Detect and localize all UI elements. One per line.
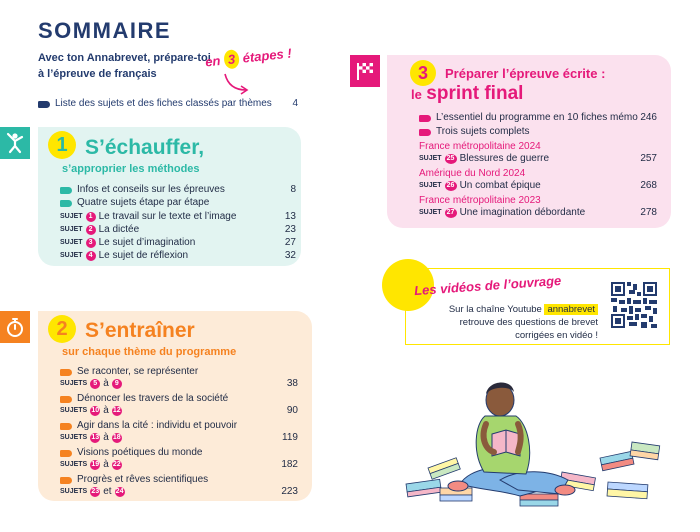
sujet-joiner: et	[103, 486, 112, 497]
tag-icon	[38, 101, 50, 108]
section2-title: S’entraîner	[85, 319, 195, 342]
steps-prefix: en	[204, 52, 222, 70]
sujet-label: Le sujet d’imagination	[98, 237, 196, 248]
sujet-row[interactable]	[60, 237, 296, 249]
sujet-prefix: SUJETS	[60, 434, 88, 441]
sujet-page: 13	[284, 211, 296, 222]
sujet-from: 10	[91, 407, 100, 414]
sujet-row[interactable]	[60, 211, 296, 223]
subtitle-line-2: à l’épreuve de français	[38, 68, 157, 80]
videos-line1-prefix: Sur la chaîne Youtube	[448, 304, 542, 315]
qr-code-icon[interactable]	[611, 282, 657, 328]
sujet-from: 13	[91, 434, 100, 441]
theme-page: 182	[281, 459, 298, 470]
sujet-joiner: à	[103, 405, 109, 416]
sujet-prefix: SUJETS	[60, 488, 88, 495]
sujet-page: 268	[640, 180, 657, 191]
sujet-label: Un combat épique	[459, 180, 541, 191]
intro-item[interactable]	[38, 98, 298, 110]
sujet-to: 24	[115, 488, 124, 495]
sujet-prefix: SUJET	[60, 213, 83, 220]
sujet-prefix: SUJET	[60, 226, 83, 233]
sujet-row	[419, 180, 657, 192]
sujet-number: 27	[445, 208, 457, 218]
theme-label: Agir dans la cité : individu et pouvoir	[77, 420, 238, 431]
sujet-page: 257	[640, 153, 657, 164]
sujet-prefix: SUJET	[419, 182, 442, 189]
tag-icon	[60, 477, 72, 484]
sujet-label: Le sujet de réflexion	[98, 250, 189, 261]
theme-row	[60, 393, 298, 405]
sujet-page: 278	[640, 207, 657, 218]
sujet-number: 2	[86, 225, 96, 235]
sujet-label: Une imagination débordante	[459, 207, 586, 218]
videos-line2: retrouve des questions de brevet	[459, 317, 598, 328]
item-label: Infos et conseils sur les épreuves	[77, 184, 225, 195]
theme-sujets-row	[60, 405, 298, 417]
checkered-flag-icon	[354, 60, 376, 82]
theme-block[interactable]	[60, 474, 298, 498]
section2-number: 2	[48, 315, 76, 343]
section2-icon-box	[0, 311, 30, 343]
item-label: Trois sujets complets	[436, 126, 530, 137]
theme-page: 90	[286, 405, 298, 416]
exam-block[interactable]	[419, 141, 657, 165]
sujet-to: 9	[112, 379, 122, 389]
section3-list	[419, 112, 657, 219]
sujet-label: Blessures de guerre	[459, 153, 550, 164]
section2-subtitle: sur chaque thème du programme	[62, 346, 237, 358]
theme-block[interactable]	[60, 447, 298, 471]
exam-heading: France métropolitaine 2024	[419, 141, 541, 152]
sujet-prefix: SUJET	[60, 239, 83, 246]
sujet-number: 25	[445, 154, 457, 164]
sujet-prefix: SUJET	[419, 155, 442, 162]
theme-row	[60, 366, 298, 378]
steps-suffix: étapes !	[241, 45, 293, 66]
videos-line3: corrigées en vidéo !	[515, 330, 598, 341]
page-title: SOMMAIRE	[38, 18, 171, 43]
tag-icon	[60, 450, 72, 457]
section3-title-line1: Préparer l’épreuve écrite :	[445, 66, 606, 81]
tag-icon	[60, 369, 72, 376]
theme-page: 38	[286, 378, 298, 389]
theme-sujets-row	[60, 378, 298, 390]
theme-block[interactable]	[60, 393, 298, 417]
section1-list	[60, 184, 296, 262]
tag-icon	[419, 115, 431, 122]
item-label: L’essentiel du programme en 10 fiches mémo	[436, 112, 638, 123]
tag-icon	[419, 129, 431, 136]
sujet-joiner: à	[103, 378, 109, 389]
sujet-page: 23	[284, 224, 296, 235]
intro-item-label: Liste des sujets et des fiches classés par thèmes	[55, 98, 272, 109]
tag-icon	[60, 423, 72, 430]
theme-sujets-row	[60, 432, 298, 444]
sujet-from: 23	[91, 488, 100, 495]
item-page: 8	[290, 184, 296, 195]
section1-icon-box	[0, 127, 30, 159]
theme-label: Progrès et rêves scientifiques	[77, 474, 209, 485]
sujet-to: 18	[112, 434, 121, 441]
sujet-number: 3	[86, 238, 96, 248]
item-label: Quatre sujets étape par étape	[77, 197, 210, 208]
sujet-row	[419, 207, 657, 219]
videos-line1	[418, 303, 598, 316]
section3-icon-box	[350, 55, 380, 87]
sujet-row	[419, 153, 657, 165]
item-page: 246	[640, 112, 657, 123]
theme-row	[60, 474, 298, 486]
curved-arrow-icon	[222, 70, 252, 96]
sujet-label: Le travail sur le texte et l’image	[98, 211, 237, 222]
page-subtitle	[38, 50, 228, 82]
sujet-joiner: à	[103, 432, 109, 443]
list-item[interactable]	[60, 197, 296, 209]
subtitle-line-1: Avec ton Annabrevet, prépare-toi	[38, 52, 211, 64]
theme-row	[60, 420, 298, 432]
videos-title: Les vidéos de l’ouvrage	[413, 272, 562, 299]
exam-block[interactable]	[419, 195, 657, 219]
section2-list	[60, 366, 298, 498]
steps-callout	[204, 44, 292, 72]
tag-icon	[60, 396, 72, 403]
sujet-to: 22	[112, 461, 121, 468]
theme-row	[60, 447, 298, 459]
theme-label: Visions poétiques du monde	[77, 447, 203, 458]
sujet-to: 12	[112, 407, 121, 414]
sujet-from: 5	[90, 379, 100, 389]
section1-title: S’échauffer,	[85, 136, 205, 159]
stretching-person-icon	[5, 132, 25, 154]
section3-title-small: le	[411, 87, 422, 102]
section1-number: 1	[48, 131, 76, 159]
steps-number: 3	[223, 49, 240, 69]
sujet-row[interactable]	[60, 250, 296, 262]
list-item[interactable]	[419, 126, 657, 138]
sujet-prefix: SUJETS	[60, 380, 88, 387]
section3-title-big: sprint final	[426, 83, 524, 104]
sujet-label: La dictée	[98, 224, 140, 235]
theme-block[interactable]	[60, 366, 298, 390]
intro-item-page: 4	[292, 98, 298, 109]
theme-sujets-row	[60, 459, 298, 471]
boy-reading-books-illustration	[400, 372, 670, 512]
exam-heading: France métropolitaine 2023	[419, 195, 541, 206]
sujet-joiner: à	[103, 459, 109, 470]
list-item[interactable]	[419, 112, 657, 124]
sujet-page: 32	[284, 250, 296, 261]
section1-subtitle: s’approprier les méthodes	[62, 163, 200, 175]
theme-sujets-row	[60, 486, 298, 498]
section3-number: 3	[410, 60, 436, 86]
stopwatch-icon	[5, 316, 25, 338]
youtube-channel-link[interactable]: annabrevet	[544, 304, 598, 315]
theme-label: Se raconter, se représenter	[77, 366, 199, 377]
theme-block[interactable]	[60, 420, 298, 444]
sujet-prefix: SUJETS	[60, 407, 88, 414]
sujet-from: 19	[91, 461, 100, 468]
theme-page: 223	[281, 486, 298, 497]
sujet-number: 1	[86, 212, 96, 222]
tag-icon	[60, 187, 72, 194]
theme-page: 119	[282, 432, 298, 443]
tag-icon	[60, 200, 72, 207]
sujet-number: 26	[445, 181, 457, 191]
theme-label: Dénoncer les travers de la société	[77, 393, 229, 404]
sujet-page: 27	[284, 237, 296, 248]
exam-heading: Amérique du Nord 2024	[419, 168, 526, 179]
sujet-number: 4	[86, 251, 96, 261]
sujet-prefix: SUJET	[60, 252, 83, 259]
videos-text	[418, 303, 598, 342]
section3-title-line2	[411, 83, 523, 105]
sujet-prefix: SUJET	[419, 209, 442, 216]
list-item[interactable]	[60, 184, 296, 196]
sujet-prefix: SUJETS	[60, 461, 88, 468]
exam-block[interactable]	[419, 168, 657, 192]
sujet-row[interactable]	[60, 224, 296, 236]
